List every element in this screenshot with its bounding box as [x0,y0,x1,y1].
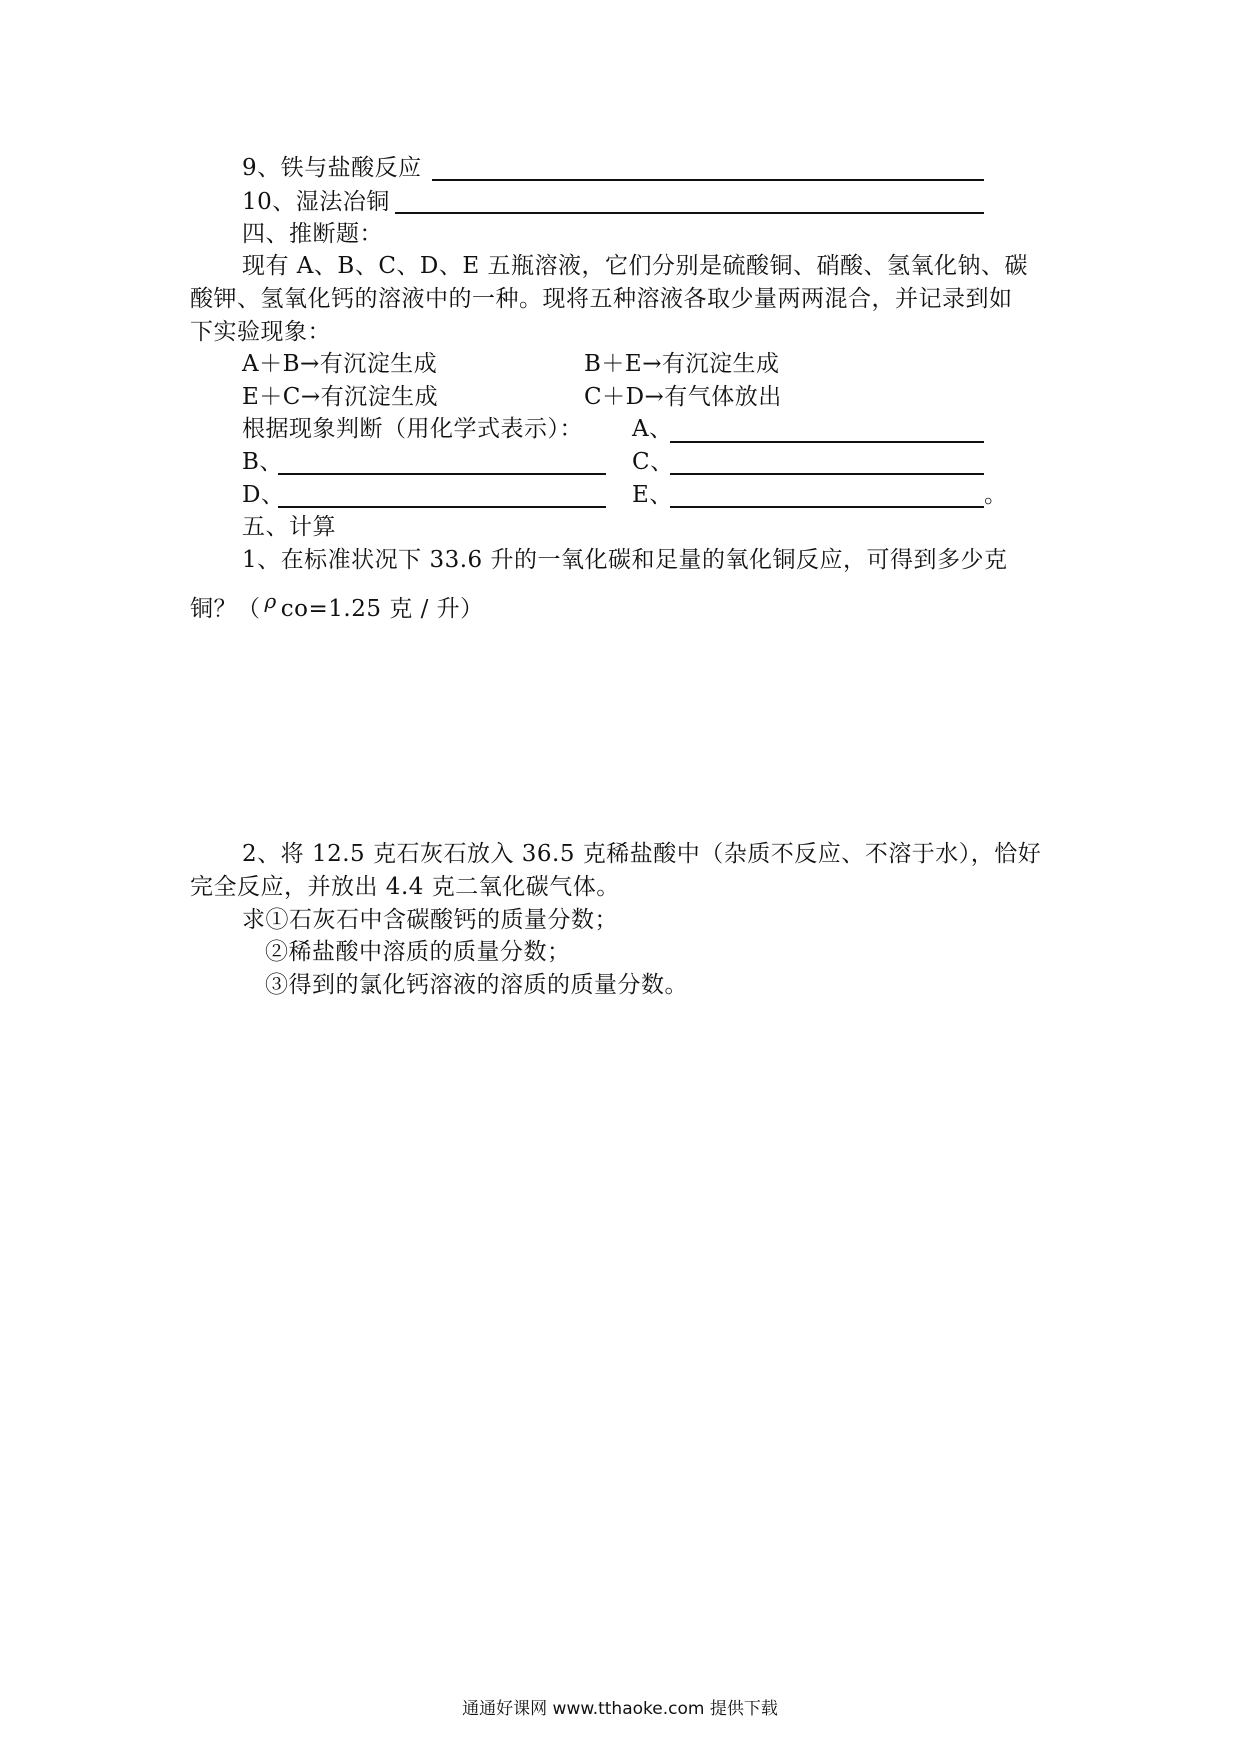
section-4-intro-line1: 现有 A、B、C、D、E 五瓶溶液，它们分别是硫酸铜、硝酸、氢氧化钠、碳 [242,253,1028,279]
answer-line-e[interactable] [670,506,984,508]
observation-e-c: E＋C→有沉淀生成 [242,384,439,410]
answer-label-c: C、 [632,449,674,475]
answer-label-e: E、 [632,482,673,508]
item-10-answer-line[interactable] [395,212,984,214]
answer-label-b: B、 [242,449,283,475]
judge-prompt: 根据现象判断（用化学式表示）： [242,416,583,442]
section-5-heading: 五、计算 [242,514,336,540]
observation-b-e: B＋E→有沉淀生成 [584,351,780,377]
answer-label-d: D、 [242,482,285,508]
page-footer: 通通好课网 www.tthaoke.com 提供下载 [462,1699,778,1719]
answer-label-a: A、 [632,416,673,442]
section-4-intro-line3: 下实验现象： [190,319,331,345]
observation-c-d: C＋D→有气体放出 [584,384,782,410]
item-10-label: 10、湿法冶铜 [242,189,390,215]
item-9-answer-line[interactable] [432,179,984,181]
answer-line-d[interactable] [278,506,606,508]
observation-a-b: A＋B→有沉淀生成 [242,351,438,377]
problem-2-question3: ③得到的氯化钙溶液的溶质的质量分数。 [265,972,688,998]
section-4-heading: 四、推断题： [242,221,383,247]
item-9-label: 9、铁与盐酸反应 [242,155,422,181]
answer-line-b[interactable] [278,473,606,475]
problem-2-question1: 求①石灰石中含碳酸钙的质量分数； [242,907,618,933]
problem-2-line1: 2、将 12.5 克石灰石放入 36.5 克稀盐酸中（杂质不反应、不溶于水），恰好 [242,841,1042,867]
answer-line-c[interactable] [670,473,984,475]
problem-1-line2 [190,589,484,624]
problem-1-line1: 1、在标准状况下 33.6 升的一氧化碳和足量的氧化铜反应，可得到多少克 [242,547,1008,573]
problem-2-line2: 完全反应，并放出 4.4 克二氧化碳气体。 [190,874,620,900]
problem-2-question2: ②稀盐酸中溶质的质量分数； [265,939,571,965]
section-4-intro-line2: 酸钾、氢氧化钙的溶液中的一种。现将五种溶液各取少量两两混合，并记录到如 [190,286,1013,312]
rho-symbol: ρ [264,589,277,613]
answer-end-mark: 。 [984,482,1008,508]
problem-1-line2-start: 铜？（ [190,596,261,622]
answer-line-a[interactable] [670,441,984,443]
problem-1-line2-end: co=1.25 克 / 升） [280,596,484,622]
